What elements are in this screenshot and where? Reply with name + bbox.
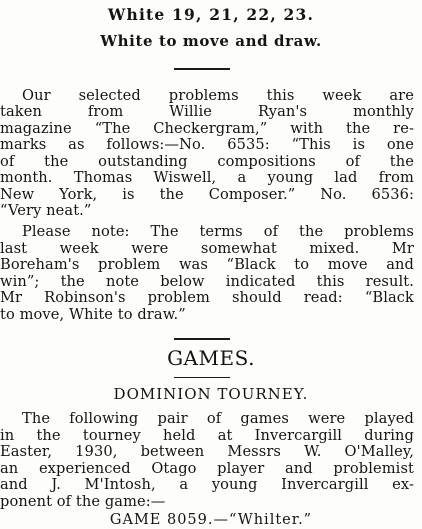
- game-title: GAME 8059.—“Whilter.”: [109, 512, 313, 528]
- text-line: Easter, 1930, between Messrs W. O'Malley,: [0, 443, 414, 460]
- text-line: to move, White to draw.”: [0, 306, 186, 323]
- text-line: win”; the note below indicated this result.: [0, 273, 414, 290]
- text-line: month. Thomas Wiswell, a young lad from: [0, 169, 414, 186]
- text-line: and J. M'Intosh, a young Invercargill ex-: [0, 476, 414, 493]
- text-line: Boreham's problem was “Black to move and: [0, 256, 414, 273]
- problem-instruction: White to move and draw.: [100, 32, 322, 50]
- text-line: of the outstanding compositions of the: [0, 153, 414, 170]
- games-heading: GAMES.: [167, 346, 255, 370]
- text-line: Our selected problems this week are: [22, 87, 414, 104]
- text-line: “Very neat.”: [0, 202, 92, 219]
- divider-rule: [174, 68, 230, 70]
- text-line: marks as follows:—No. 6535: “This is one: [0, 136, 414, 153]
- text-line: Please note: The terms of the problems: [22, 223, 414, 240]
- text-line: The following pair of games were played: [22, 410, 414, 427]
- divider-rule: [174, 377, 230, 378]
- text-line: last week were somewhat mixed. Mr: [0, 240, 414, 257]
- text-line: New York, is the Composer.” No. 6536:: [0, 186, 414, 203]
- text-line: ponent of the game:—: [0, 493, 166, 510]
- tourney-heading: DOMINION TOURNEY.: [113, 385, 309, 403]
- text-line: in the tourney held at Invercargill during: [0, 427, 414, 444]
- text-line: Mr Robinson's problem should read: “Black: [0, 289, 414, 306]
- text-line: an experienced Otago player and problemist: [0, 460, 414, 477]
- text-line: magazine “The Checkergram,” with the re-: [0, 120, 414, 137]
- text-line: taken from Willie Ryan's monthly: [0, 103, 414, 120]
- problem-position: White 19, 21, 22, 23.: [107, 5, 315, 24]
- divider-rule: [174, 338, 230, 340]
